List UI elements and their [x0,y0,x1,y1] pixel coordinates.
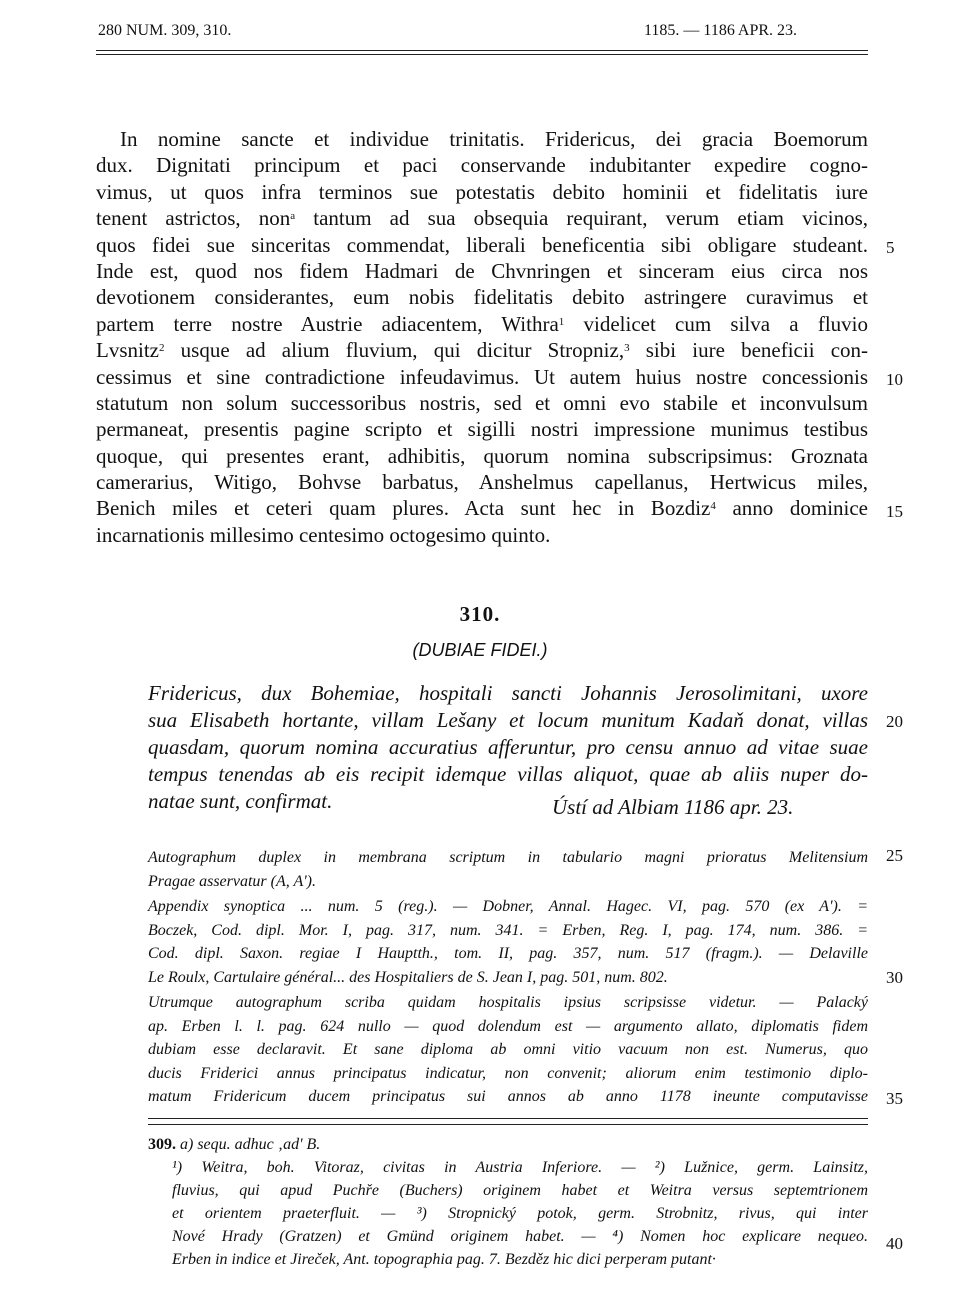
place-date: Ústí ad Albiam 1186 apr. 23. [552,795,794,819]
footnote-marker: 3 [624,342,630,355]
text-line: Benich miles et ceteri quam plures. Acta sunt hec in Bozdiz$^4$ anno dominice [96,496,869,521]
regest-line: tempus tenendas ab eis recipit idemque villas aliquot, quae ab aliis nuper do- [148,762,868,786]
document-309-text [96,126,868,548]
footnote-line: et orientem praeterfluit. — ³) Stropnický potok, germ. Strobnitz, rivus, qui inter [172,1205,868,1222]
footnote-marker: 1 [558,315,565,328]
margin-line-number: 40 [886,1234,903,1253]
header-rule [96,50,868,51]
text-line: incarnationis millesimo centesimo octogesimo quinto. [96,522,551,547]
footnote-line: ¹) Weitra, boh. Vitoraz, civitas in Austria Inferiore. — ²) Lužnice, germ. Lainsitz, [172,1159,868,1176]
note-line: Pragae asservatur (A, A'). [148,872,316,890]
regest-line: sua Elisabeth hortante, villam Lešany et locum munitum Kadaň donat, villas [148,708,868,732]
text-line: dux. Dignitati principum et paci conservande indubitanter expedire cogno- [96,153,868,178]
document-number: 310. [459,602,501,626]
text-line: camerarius, Witigo, Bohvse barbatus, Anshelmus capellanus, Hertwicus miles, [96,470,868,495]
note-line: Cod. dipl. Saxon. regiae I Hauptth., tom. II, pag. 357, num. 517 (fragm.). — Delaville [148,945,868,962]
footnote-marker: a [290,210,296,223]
note-line: Autographum duplex in membrana scriptum in tabulario magni prioratus Melitensium [148,849,868,866]
header-rule-2 [96,54,868,55]
autograph-note [148,846,868,893]
footnote-marker: 4 [710,500,716,513]
running-header [96,20,868,50]
text-line: vimus, ut quos infra terminos sue potestatis debito hominii et fidelitatis iure [96,179,868,204]
footnote-marker: 2 [159,342,165,355]
text-line: quos fidei sue sinceritas commendat, liberali beneficentia sibi obligare studeant. [96,232,868,257]
note-line: matum Fridericum ducem principatus sui annos ab anno 1178 ineunte computavisse [148,1088,868,1105]
text-line: Lvsnitz$^2$ usque ad alium fluvium, qui dicitur Stropniz,$^3$ sibi iure beneficii con- [96,338,869,363]
regest-line: natae sunt, confirmat. Ústí ad Albiam 1186 apr. 23. [148,789,794,819]
header-right: 1185. — 1186 APR. 23. [644,22,798,39]
footnote-line [148,1133,868,1156]
appendix-note [148,895,868,989]
text-line: Inde est, quod nos fidem Hadmari de Chvnringen et sinceram eius circa nos [96,258,868,283]
regest-line: Fridericus, dux Bohemiae, hospitali sancti Johannis Jerosolimitani, uxore [148,681,868,705]
commentary-note [148,991,868,1109]
note-line: Appendix synoptica ... num. 5 (reg.). — Dobner, Annal. Hagec. VI, pag. 570 (ex A'). = [148,898,868,915]
margin-line-number: 15 [886,502,903,521]
note-line: Boczek, Cod. dipl. Mor. I, pag. 317, num. 341. = Erben, Reg. I, pag. 174, num. 386. = [148,921,868,939]
footnote-a: a) sequ. adhuc ‚ad' B. [180,1136,321,1153]
note-line: ap. Erben l. l. pag. 624 nullo — quod dolendum est — argumento allato, diplomatis fidem [148,1017,868,1035]
footnote-label: 309. [148,1136,176,1153]
margin-line-number: 10 [886,370,903,389]
note-line: Le Roulx, Cartulaire général... des Hospitaliers de S. Jean I, pag. 501, num. 802. [148,968,668,986]
text-line: devotionem considerantes, eum nobis fidelitatis debito astringere curavimus et [96,285,868,310]
margin-line-number: 20 [886,712,903,731]
margin-line-number: 5 [886,238,895,257]
text-line: tenent astrictos, non$^a$ tantum ad sua obsequia requirant, verum etiam vicinos, [96,206,868,231]
margin-line-number: 30 [886,968,903,987]
regest [148,680,868,819]
margin-line-number: 35 [886,1089,903,1108]
footnotes [148,1133,868,1271]
footnote-line: Erben in indice et Jireček, Ant. topographia pag. 7. Bezděz hic dici perperam putant· [172,1251,716,1268]
text-line: statutum non solum successoribus nostris, sed et omni evo stabile et inconvulsum [96,390,868,415]
note-line: ducis Friderici annus principatus indicatur, non convenit; aliorum enim testimonio diplo- [148,1064,868,1082]
footnote-separator-2 [148,1124,868,1125]
footnote-line: Nové Hrady (Gratzen) et Gmünd originem habet. — ⁴) Nomen hoc explicare nequeo. [172,1228,868,1245]
footnote-line: fluvius, qui apud Puchře (Buchers) originem habet et Weitra versus septemtrionem [172,1182,868,1199]
header-left: 280 NUM. 309, 310. [98,22,232,39]
dubiae-fidei-label: (DUBIAE FIDEI.) [412,640,548,660]
regest-line: quasdam, quorum nomina accuratius afferuntur, pro censu annuo ad vitae suae [148,735,868,759]
text-line: permaneat, presentis pagine scripto et sigilli nostri impressione munimus testibus [96,417,868,442]
note-line: dubiam esse declaravit. Et sane diploma ab omni vitio vacuum non est. Numerus, quo [148,1041,868,1058]
text-line: cessimus et sine contradictione infeudavimus. Ut autem huius nostre concessionis [96,364,868,389]
margin-line-number: 25 [886,846,903,865]
text-line: partem terre nostre Austrie adiacentem, Withra$^1$ videlicet cum silva a fluvio [96,311,868,336]
text-line: In nomine sancte et individue trinitatis. Fridericus, dei gracia Boemorum [120,127,868,151]
note-line: Utrumque autographum scriba quidam hospitalis ipsius scripsisse videtur. — Palacký [148,994,868,1011]
text-line: quoque, qui presentes erant, adhibitis, quorum nomina subscripsimus: Groznata [96,443,868,468]
footnote-separator [148,1118,868,1119]
